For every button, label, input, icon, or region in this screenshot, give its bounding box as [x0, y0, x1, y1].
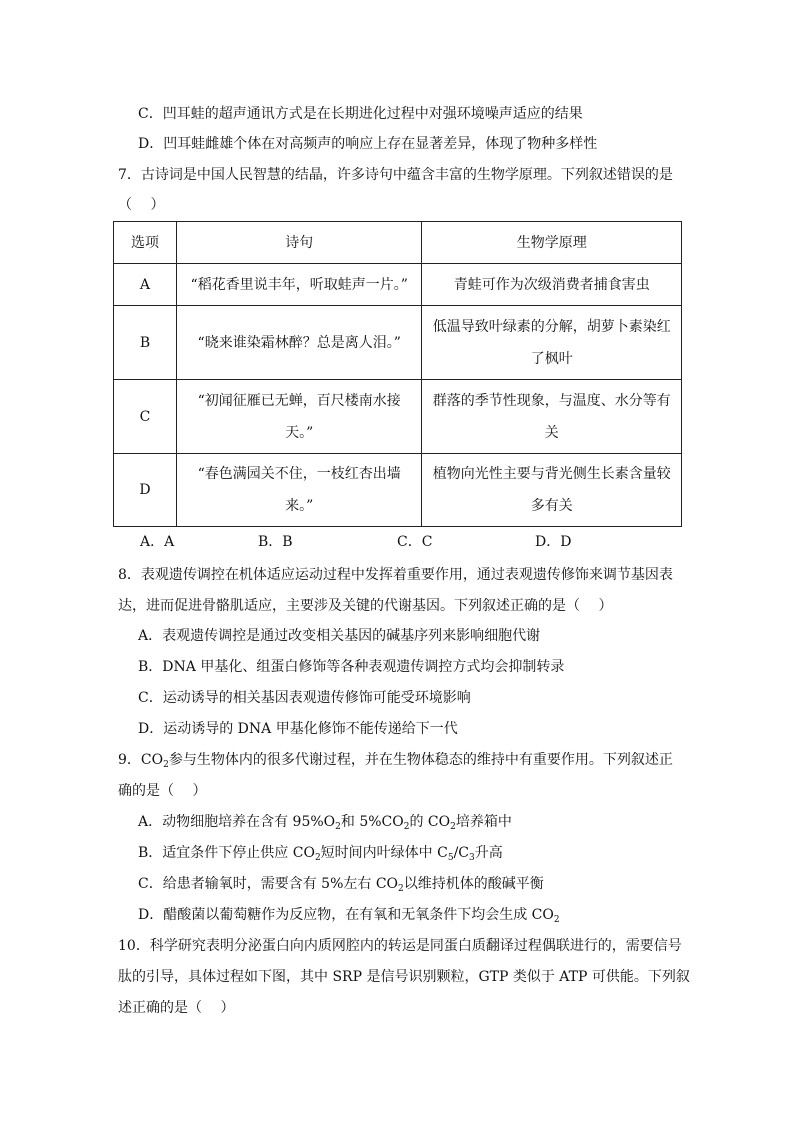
row-d-poem	[176, 454, 422, 527]
q8-option-b: B．DNA 甲基化、组蛋白修饰等各种表观遗传调控方式均会抑制转录	[138, 659, 565, 675]
q8-option-a: A．表观遗传调控是通过改变相关基因的碱基序列来影响细胞代谢	[138, 628, 541, 644]
q8-stem-line1: 8．表观遗传调控在机体适应运动过程中发挥着重要作用，通过表观遗传修饰来调节基因表	[118, 567, 673, 583]
q10-stem-line1: 10．科学研究表明分泌蛋白向内质网腔内的转运是同蛋白质翻译过程偶联进行的，需要信号	[118, 938, 682, 954]
q9-stem-line2: 确的是（ ）	[118, 783, 207, 799]
q7-option-a: A．A	[140, 534, 175, 550]
row-a-principle: 青蛙可作为次级消费者捕食害虫	[422, 264, 682, 306]
table-row	[114, 306, 682, 380]
q7-option-c: C．C	[397, 534, 433, 550]
q9-option-b: B．适宜条件下停止供应 $CO_2$短时间内叶绿体中 $C_5/C_3$升高	[138, 845, 503, 863]
q10-stem-line3: 述正确的是（ ）	[118, 1000, 235, 1016]
q7-options	[140, 532, 700, 552]
q9-option-c: C．给患者输氧时，需要含有 5%左右 $CO_2$以维持机体的酸碱平衡	[138, 876, 544, 894]
row-b-option: B	[114, 306, 177, 380]
header-principle: 生物学原理	[422, 222, 682, 264]
q7-table	[113, 221, 682, 527]
q6-option-c: C．凹耳蛙的超声通讯方式是在长期进化过程中对强环境噪声适应的结果	[138, 106, 583, 122]
row-c-poem-line2: 天。”	[285, 424, 314, 441]
table-row	[114, 380, 682, 454]
q6-option-d: D．凹耳蛙雌雄个体在对高频声的响应上存在显著差异，体现了物种多样性	[138, 136, 598, 152]
row-c-poem	[176, 380, 422, 454]
row-a-poem: “稻花香里说丰年，听取蛙声一片。”	[176, 264, 422, 306]
row-d-option: D	[114, 454, 177, 527]
row-b-principle-line1: 低温导致叶绿素的分解，胡萝卜素染红	[432, 318, 671, 335]
q9-option-a: A．动物细胞培养在含有 $95\%O_2$和 $5\%CO_2$的 $CO_2$培养箱中	[138, 814, 512, 832]
row-b-poem: “晓来谁染霜林醉？总是离人泪。”	[176, 306, 422, 380]
q7-option-b: B．B	[258, 534, 293, 550]
table-row	[114, 454, 682, 527]
q8-stem-line2: 达，进而促进骨骼肌适应，主要涉及关键的代谢基因。下列叙述正确的是（ ）	[118, 598, 613, 614]
q7-stem-line2: （ ）	[118, 197, 165, 213]
row-d-poem-line2: 来。”	[285, 498, 314, 514]
row-d-principle	[422, 454, 682, 527]
row-a-option: A	[114, 264, 177, 306]
row-c-poem-line1: “初闻征雁已无蝉，百尺楼南水接	[197, 392, 401, 409]
q9-option-d: D．醋酸菌以葡萄糖作为反应物，在有氧和无氧条件下均会生成 $CO_2$	[138, 907, 560, 925]
row-d-poem-line1: “春色满园关不住，一枝红杏出墙	[197, 466, 401, 482]
header-option: 选项	[114, 222, 177, 264]
q8-option-c: C．运动诱导的相关基因表观遗传修饰可能受环境影响	[138, 690, 471, 706]
header-poem: 诗句	[176, 222, 422, 264]
row-c-principle-line2: 关	[544, 424, 559, 441]
q7-stem-line1: 7．古诗词是中国人民智慧的结晶，许多诗句中蕴含丰富的生物学原理。下列叙述错误的是	[118, 167, 673, 183]
q7-option-d: D．D	[535, 534, 572, 550]
row-b-principle	[422, 306, 682, 380]
row-b-principle-line2: 了枫叶	[530, 350, 573, 367]
row-c-principle	[422, 380, 682, 454]
q9-stem-line1: 9．$CO_2$参与生物体内的很多代谢过程，并在生物体稳态的维持中有重要作用。下列叙述正	[118, 752, 673, 770]
row-c-option: C	[114, 380, 177, 454]
table-header-row	[114, 222, 682, 264]
q10-stem-line2: 肽的引导，具体过程如下图，其中 SRP 是信号识别颗粒，GTP 类似于 ATP 可供能。下列叙	[118, 969, 690, 985]
row-d-principle-line1: 植物向光性主要与背光侧生长素含量较	[432, 466, 671, 482]
row-c-principle-line1: 群落的季节性现象，与温度、水分等有	[432, 392, 671, 409]
table-row	[114, 264, 682, 306]
q8-option-d: D．运动诱导的 DNA 甲基化修饰不能传递给下一代	[138, 721, 458, 737]
row-d-principle-line2: 多有关	[530, 498, 573, 514]
